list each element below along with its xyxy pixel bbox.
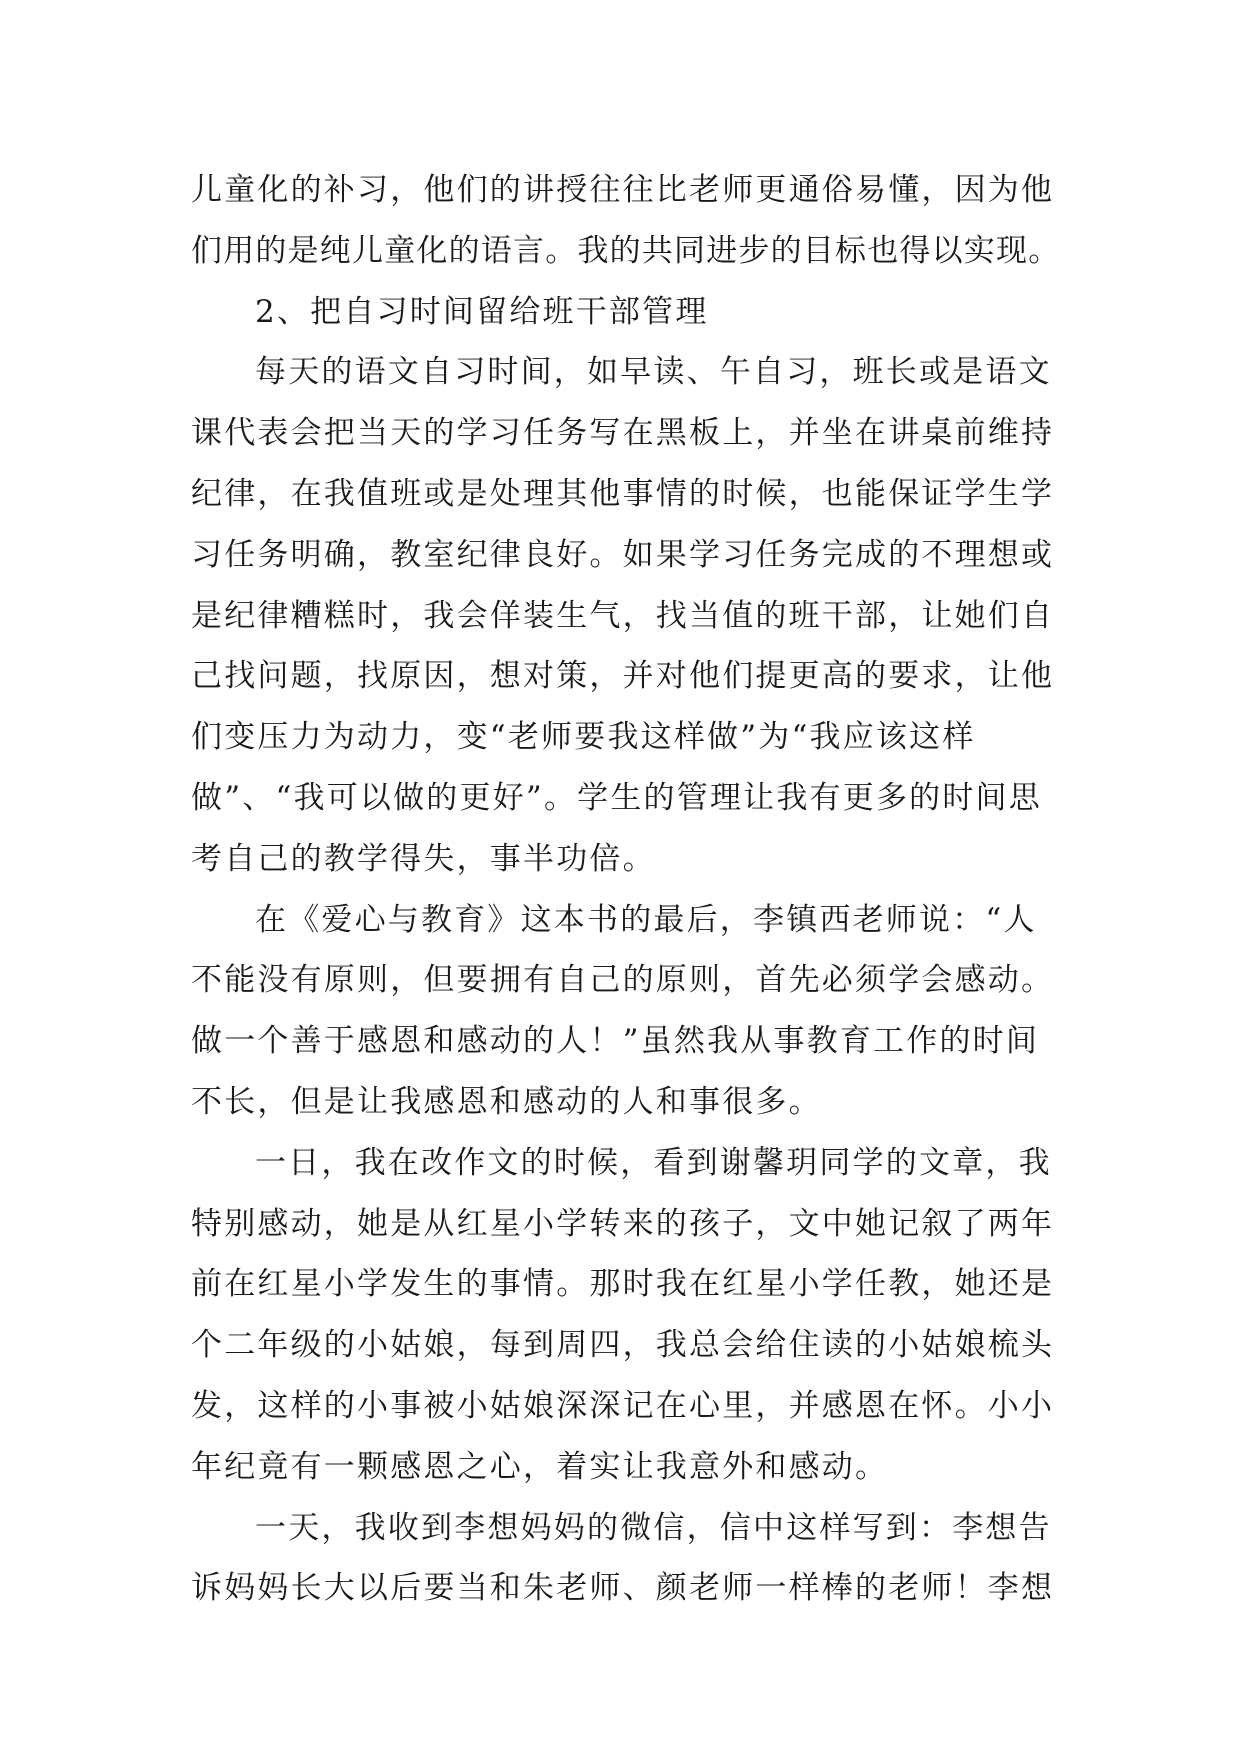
text-line: 考自己的教学得失，事半功倍。 [191, 840, 656, 877]
text-line: 己找问题，找原因，想对策，并对他们提更高的要求，让他 [191, 658, 1055, 695]
paragraph-first-line: 一天，我收到李想妈妈的微信，信中这样写到：李想告 [255, 1509, 1052, 1546]
text-line: 们变压力为动力，变“老师要我这样做”为“我应该这样 [191, 719, 976, 756]
text-line: 是纪律糟糕时，我会佯装生气，找当值的班干部，让她们自 [191, 597, 1055, 634]
text-line: 前在红星小学发生的事情。那时我在红星小学任教，她还是 [191, 1266, 1055, 1303]
text-line: 年纪竟有一颗感恩之心，着实让我意外和感动。 [191, 1448, 889, 1485]
text-line: 儿童化的补习，他们的讲授往往比老师更通俗易懂，因为他 [191, 172, 1055, 208]
text-line: 特别感动，她是从红星小学转来的孩子，文中她记叙了两年 [191, 1205, 1055, 1242]
paragraph-first-line: 在《爱心与教育》这本书的最后，李镇西老师说：“人 [255, 901, 1037, 938]
text-line: 发，这样的小事被小姑娘深深记在心里，并感恩在怀。小小 [191, 1387, 1055, 1424]
text-line: 们用的是纯儿童化的语言。我的共同进步的目标也得以实现。 [191, 232, 1061, 269]
text-line: 不能没有原则，但要拥有自己的原则，首先必须学会感动。 [191, 962, 1055, 999]
paragraph-first-line: 一日，我在改作文的时候，看到谢馨玥同学的文章，我 [255, 1144, 1052, 1181]
paragraph-first-line: 每天的语文自习时间，如早读、午自习，班长或是语文 [255, 354, 1052, 391]
paragraph-first-line: 2、把自习时间留给班干部管理 [255, 293, 709, 330]
text-line: 不长，但是让我感恩和感动的人和事很多。 [191, 1083, 822, 1120]
text-line: 做一个善于感恩和感动的人！”虽然我从事教育工作的时间 [191, 1023, 1040, 1060]
text-line: 课代表会把当天的学习任务写在黑板上，并坐在讲桌前维持 [191, 415, 1055, 452]
text-line: 做”、“我可以做的更好”。学生的管理让我有更多的时间思 [191, 779, 1042, 816]
text-line: 纪律，在我值班或是处理其他事情的时候，也能保证学生学 [191, 475, 1055, 512]
document-body [191, 160, 1061, 1619]
text-line: 习任务明确，教室纪律良好。如果学习任务完成的不理想或 [191, 536, 1055, 573]
text-line: 诉妈妈长大以后要当和朱老师、颜老师一样棒的老师！李想 [191, 1570, 1055, 1607]
text-line: 个二年级的小姑娘，每到周四，我总会给住读的小姑娘梳头 [191, 1327, 1055, 1364]
